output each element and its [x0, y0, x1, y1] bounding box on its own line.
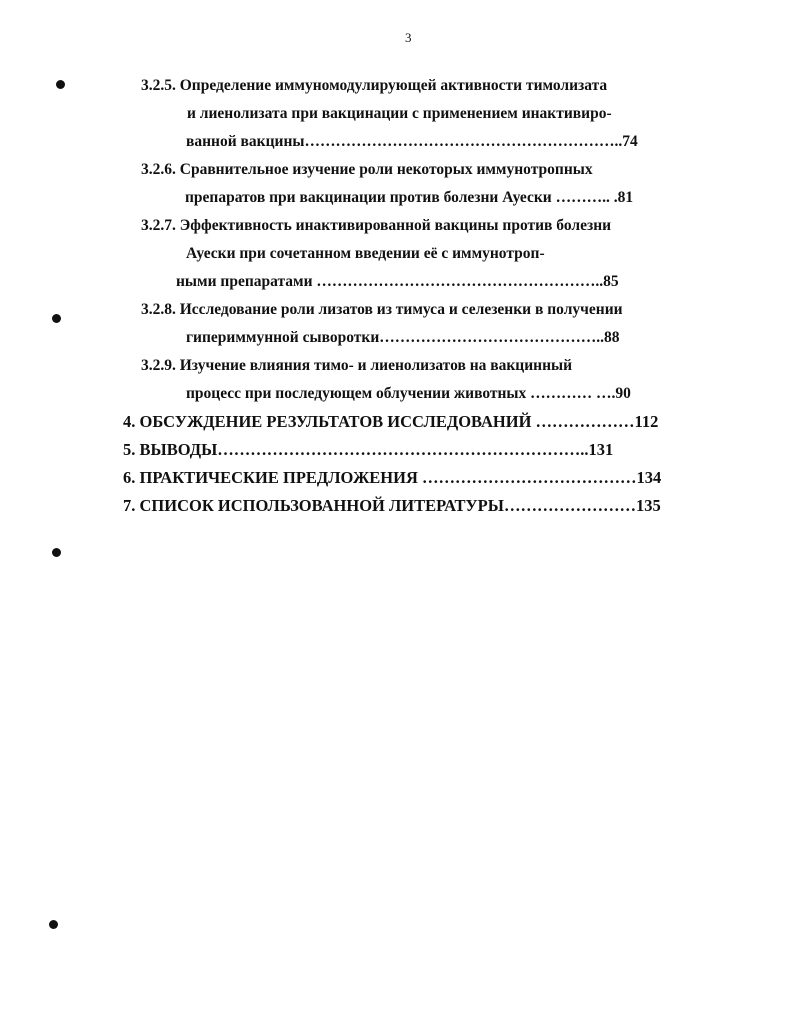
- toc-line: ными препаратами ………………………………………………..85: [176, 273, 619, 290]
- toc-line: 3.2.7. Эффективность инактивированной вакцины против болезни: [141, 217, 612, 234]
- toc-section-7: 7. СПИСОК ИСПОЛЬЗОВАННОЙ ЛИТЕРАТУРЫ……………………135: [123, 496, 661, 515]
- toc-line: гипериммунной сыворотки……………………………………..88: [186, 329, 620, 346]
- page-number: 3: [405, 30, 412, 45]
- toc-line: процесс при последующем облучении животных ………… ….90: [186, 385, 631, 402]
- toc-line: Ауески при сочетанном введении её с иммунотроп-: [186, 245, 545, 262]
- toc-line: 3.2.6. Сравнительное изучение роли некоторых иммунотропных: [141, 161, 593, 178]
- toc-section-6: 6. ПРАКТИЧЕСКИЕ ПРЕДЛОЖЕНИЯ …………………………………134: [123, 468, 662, 487]
- scan-mark: [52, 314, 61, 323]
- toc-line: ванной вакцины……………………………………………………..74: [186, 133, 638, 150]
- toc-line: 3.2.8. Исследование роли лизатов из тимуса и селезенки в получении: [141, 301, 623, 318]
- toc-line: 3.2.9. Изучение влияния тимо- и лиенолизатов на вакцинный: [141, 357, 573, 374]
- scan-mark: [52, 548, 61, 557]
- toc-line: препаратов при вакцинации против болезни Ауески ……….. .81: [185, 189, 634, 206]
- toc-section-4: 4. ОБСУЖДЕНИЕ РЕЗУЛЬТАТОВ ИССЛЕДОВАНИЙ ………………112: [123, 412, 659, 431]
- scan-mark: [56, 80, 65, 89]
- scan-mark: [49, 920, 58, 929]
- toc-section-5: 5. ВЫВОДЫ…………………………………………………………..131: [123, 440, 614, 459]
- toc-line: 3.2.5. Определение иммуномодулирующей активности тимолизата: [141, 77, 608, 94]
- toc-line: и лиенолизата при вакцинации с применением инактивиро-: [187, 105, 612, 122]
